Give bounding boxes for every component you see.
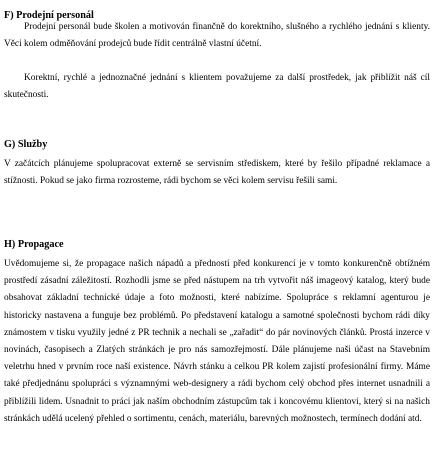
paragraph-services: V začátcích plánujeme spolupracovat externě se servisním střediskem, které by řešilo případné reklamace a stížnosti. Pokud se jako firma rozrosteme, rádi bychom se věci kolem servisu řešili sami. <box>4 159 430 187</box>
paragraph-sales-staff-conduct: Korektní, rychlé a jednoznačné jednání s klientem považujeme za další prostředek, jak přiblížit náš cíl skutečnosti. <box>4 73 430 101</box>
section-heading-services: G) Služby <box>4 139 48 150</box>
section-heading-promotion: H) Propagace <box>4 239 64 250</box>
paragraph-promotion: Uvědomujeme si, že propagace našich nápadů a předností před konkurencí je v tomto konkurenčně obtížném prostředí zásadní záležitostí. Rozhodli jsme se před nástupem na trh vytvořit náš imageový katalog, který bude obsahovat základní technické údaje a foto možnosti, které nabízíme. Spolupráce s reklamní agenturou je historicky nastavena a funguje bez problémů. Po představení katalogu a samotné společnosti bychom rádi díky známostem v tisku využily jedné z PR technik a nechali se „zařadit“ do pár novinových článků. Prostá inzerce v novinách, časopisech a Zlatých stránkách je pro nás samozřejmostí. Dále plánujeme naši účast na Stavebním veletrhu hned v prvním roce naší existence. Návrh stánku a celkou PR kolem zajistí profesionální firmy. Máme také předjednánu spolupráci s významnými web-designery a rádi bychom celý obchod přes internet usnadnili a přiblížili lidem. Usnadnit to práci jak naším obchodním zástupcům tak i koncovému klientovi, který si na našich stránkách udělá ucelený přehled o sortimentu, cenách, materiálu, barevných možnostech, termínech dodání atd. <box>4 259 430 424</box>
paragraph-sales-staff-training: Prodejní personál bude školen a motivován finančně do korektního, slušného a rychlého jednání s klienty. Věci kolem odměňování prodejců bude řídit centrálně vlastní účetní. <box>4 22 430 50</box>
section-heading-sales-staff: F) Prodejní personál <box>4 10 94 21</box>
